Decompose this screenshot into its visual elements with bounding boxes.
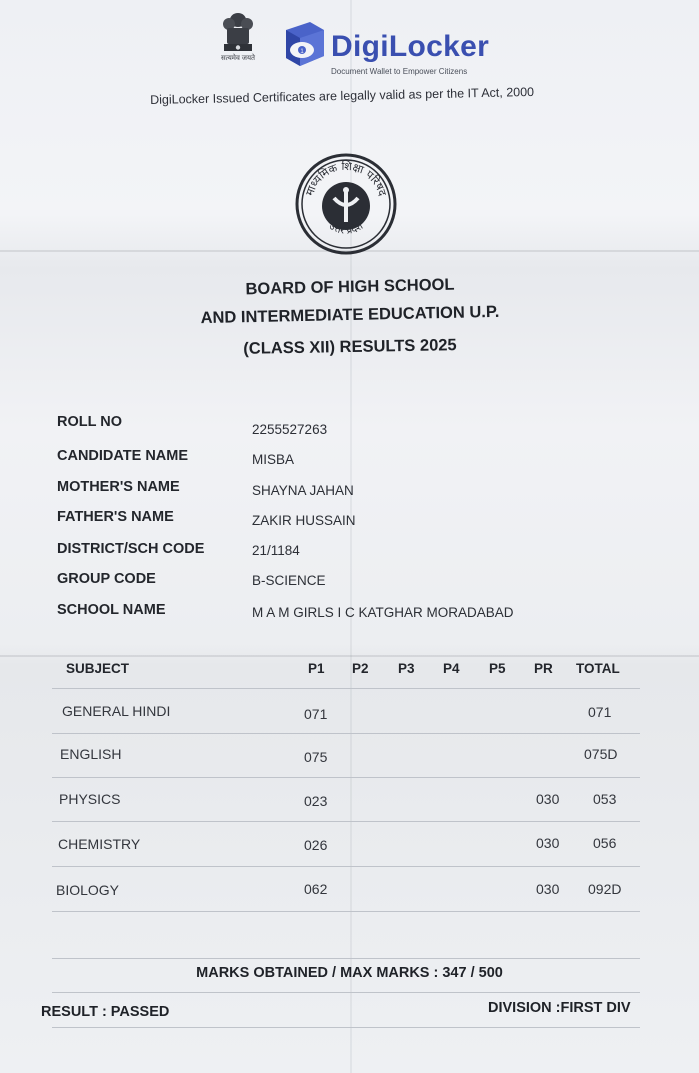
p1-cell: 023 — [304, 793, 328, 809]
table-divider — [52, 958, 640, 959]
emblem-caption: सत्यमेव जयते — [220, 55, 256, 62]
candidate-name-label: CANDIDATE NAME — [57, 448, 189, 464]
col-header-pr: PR — [534, 661, 553, 676]
table-divider — [52, 866, 640, 867]
table-divider — [52, 688, 640, 689]
group-code-label: GROUP CODE — [57, 571, 156, 587]
digilocker-title: DigiLocker — [331, 30, 490, 63]
digilocker-logo-icon — [280, 20, 328, 72]
national-emblem-icon — [218, 8, 258, 68]
legal-validity-note: DigiLocker Issued Certificates are legally valid as per the IT Act, 2000 — [150, 84, 535, 107]
subject-cell: GENERAL HINDI — [62, 703, 171, 719]
school-name-label: SCHOOL NAME — [57, 602, 166, 618]
district-code-value: 21/1184 — [252, 543, 300, 558]
col-header-total: TOTAL — [576, 661, 620, 676]
fathers-name-value: ZAKIR HUSSAIN — [252, 513, 356, 528]
school-name-value: M A M GIRLS I C KATGHAR MORADABAD — [252, 605, 514, 620]
col-header-subject: SUBJECT — [66, 661, 130, 676]
seal-top-text: माध्यमिक शिक्षा परिषद — [303, 159, 389, 198]
district-code-label: DISTRICT/SCH CODE — [57, 541, 205, 557]
fathers-name-label: FATHER'S NAME — [57, 509, 174, 525]
candidate-name-value: MISBA — [252, 452, 295, 467]
result-status: RESULT : PASSED — [41, 1004, 170, 1020]
col-header-p3: P3 — [398, 661, 415, 676]
col-header-p5: P5 — [489, 661, 506, 676]
seal-bottom-text: उत्तर प्रदेश — [326, 220, 366, 237]
mothers-name-value: SHAYNA JAHAN — [252, 483, 354, 498]
roll-no-label: ROLL NO — [57, 414, 122, 430]
p1-cell: 075 — [304, 749, 328, 765]
table-divider — [52, 911, 640, 912]
marks-obtained-summary: MARKS OBTAINED / MAX MARKS : 347 / 500 — [196, 965, 503, 981]
total-cell: 075D — [584, 746, 618, 762]
total-cell: 053 — [593, 791, 617, 807]
pr-cell: 030 — [536, 791, 560, 807]
table-divider — [52, 733, 640, 734]
table-divider — [52, 992, 640, 993]
svg-text:1: 1 — [300, 49, 304, 55]
total-cell: 056 — [593, 835, 617, 851]
table-divider — [52, 1027, 640, 1028]
group-code-value: B-SCIENCE — [252, 573, 326, 588]
table-divider — [52, 821, 640, 822]
board-seal-icon — [294, 152, 398, 256]
p1-cell: 026 — [304, 837, 328, 853]
total-cell: 071 — [588, 704, 612, 720]
subject-cell: PHYSICS — [59, 791, 121, 807]
pr-cell: 030 — [536, 835, 560, 851]
board-heading-line1: BOARD OF HIGH SCHOOL — [245, 275, 455, 299]
roll-no-value: 2255527263 — [252, 422, 328, 437]
subject-cell: CHEMISTRY — [58, 836, 141, 852]
col-header-p2: P2 — [352, 661, 369, 676]
table-divider — [52, 777, 640, 778]
pr-cell: 030 — [536, 881, 560, 897]
board-heading-line3: (CLASS XII) RESULTS 2025 — [243, 336, 457, 358]
subject-cell: ENGLISH — [60, 746, 122, 762]
division-status: DIVISION :FIRST DIV — [488, 1000, 631, 1016]
p1-cell: 062 — [304, 881, 328, 897]
col-header-p4: P4 — [443, 661, 460, 676]
digilocker-tagline: Document Wallet to Empower Citizens — [331, 67, 468, 76]
mothers-name-label: MOTHER'S NAME — [57, 479, 180, 495]
board-heading-line2: AND INTERMEDIATE EDUCATION U.P. — [200, 302, 500, 328]
p1-cell: 071 — [304, 706, 328, 722]
total-cell: 092D — [588, 881, 622, 897]
subject-cell: BIOLOGY — [56, 882, 120, 898]
col-header-p1: P1 — [308, 661, 325, 676]
